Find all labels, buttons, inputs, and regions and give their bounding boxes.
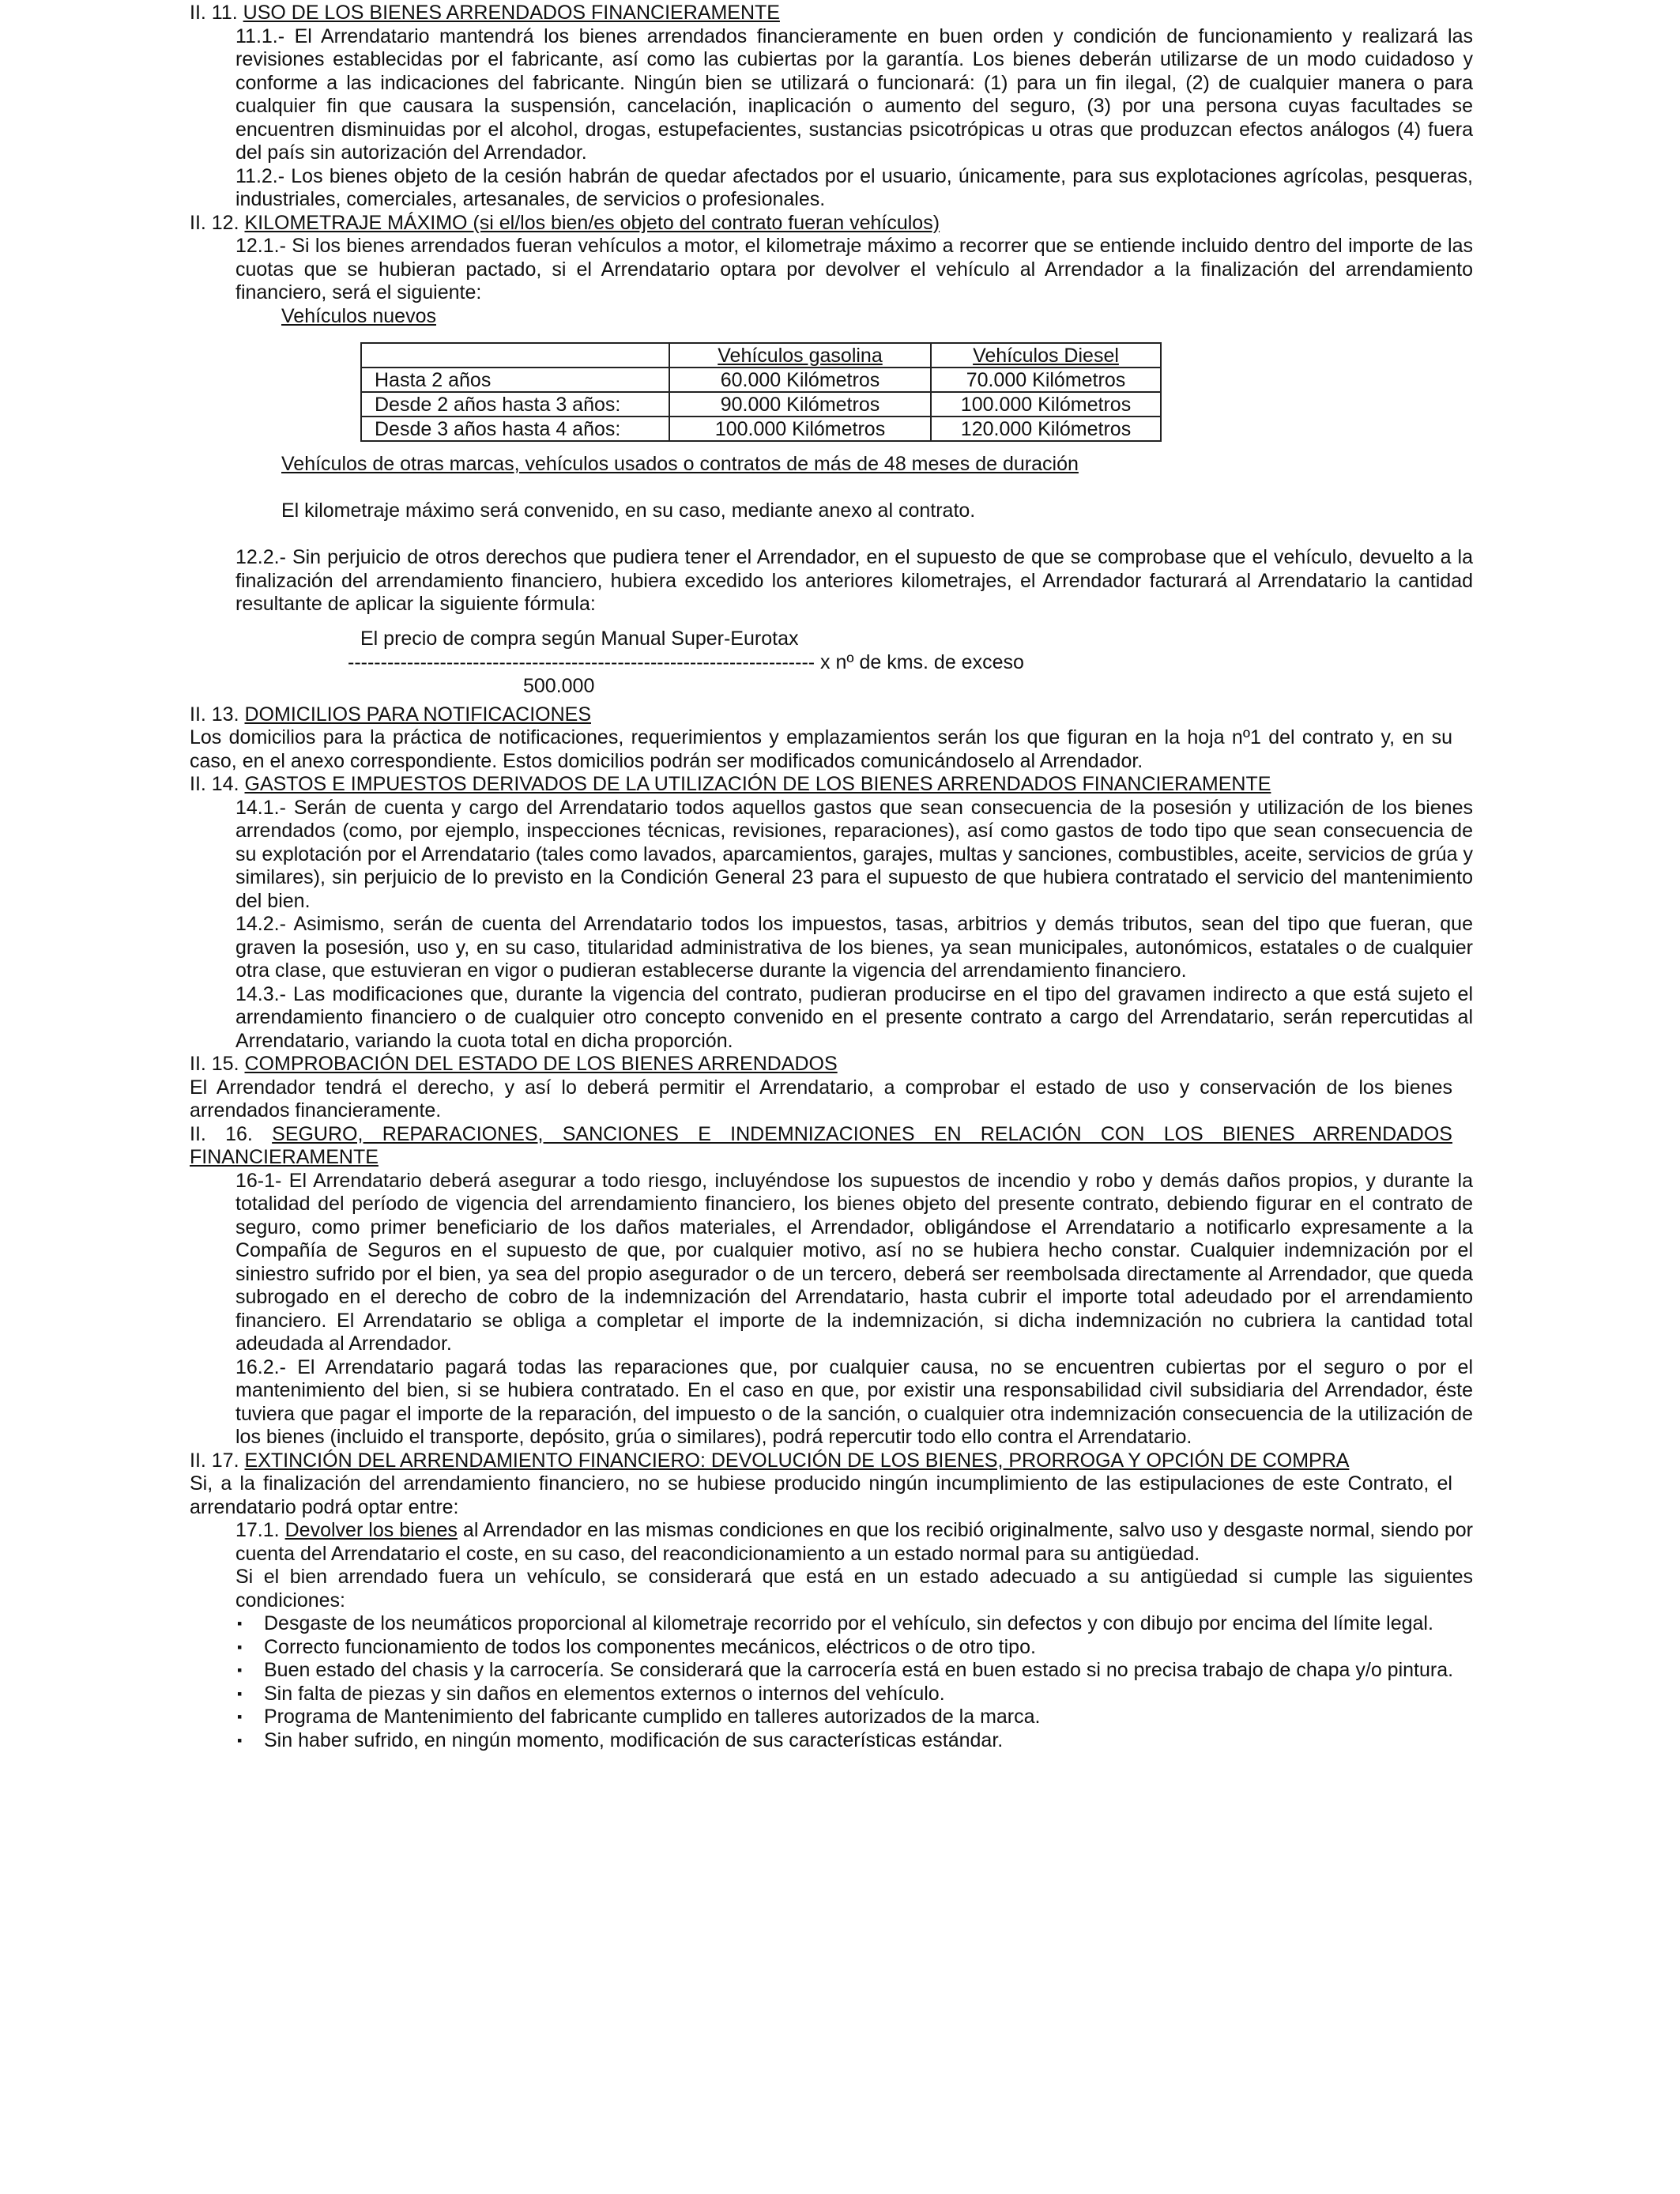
clause-14-3: 14.3.- Las modificaciones que, durante la vigencia del contrato, pudieran producirse en el tipo del gravamen indirecto a que está sujeto el arrendamiento financiero o de cualquier otro concepto convenido en el presente contrato a cargo del Arrendatario, serán repercutidas al Arrendatario, variando la cuota total en dicha proporción. bbox=[235, 982, 1473, 1052]
list-item: ▪ Programa de Mantenimiento del fabricante cumplido en talleres autorizados de la marca. bbox=[237, 1706, 1041, 1728]
document-page bbox=[190, 2, 1473, 1752]
vehicle-condition-intro: Si el bien arrendado fuera un vehículo, se considerará que está en un estado adecuado a su antigüedad si cumple las siguientes condiciones: bbox=[235, 1566, 1473, 1612]
table-header-cell: Vehículos Diesel bbox=[931, 343, 1161, 368]
clause-13: Los domicilios para la práctica de notificaciones, requerimientos y emplazamientos serán los que figuran en la hoja nº1 del contrato y, en su caso, en el anexo correspondiente. Estos domicilios podrán ser modificados comunicándoselo al Arrendador. bbox=[190, 726, 1452, 772]
list-item: ▪ Sin haber sufrido, en ningún momento, modificación de sus características estándar. bbox=[237, 1728, 1004, 1751]
bullet-icon: ▪ bbox=[237, 1709, 243, 1725]
clause-12-1: 12.1.- Si los bienes arrendados fueran vehículos a motor, el kilometraje máximo a recorrer que se entiende incluido dentro del importe de las cuotas que se hubieran pactado, si el Arrendatario optara por devolver el vehículo al Arrendador a la finalización del arrendamiento financiero, será el siguiente: bbox=[235, 235, 1473, 303]
table-row bbox=[361, 368, 1161, 392]
clause-17-1-text: al Arrendador en las mismas condiciones en que los recibió originalmente, salvo uso y desgaste normal, siendo por cuenta del Arrendatario el coste, en su caso, del reacondicionamiento a un estado normal para su antigüedad. bbox=[235, 1519, 1473, 1565]
table-row bbox=[361, 392, 1161, 417]
table-header-row bbox=[361, 343, 1161, 368]
vehicle-condition-list bbox=[190, 1612, 1473, 1752]
section-16-number: II. 16. bbox=[190, 1122, 253, 1145]
section-14-title: GASTOS E IMPUESTOS DERIVADOS DE LA UTILIZACIÓN DE LOS BIENES ARRENDADOS FINANCIERAMENTE bbox=[244, 773, 1271, 795]
section-11-number: II. 11. bbox=[190, 2, 238, 24]
section-15-number: II. 15. bbox=[190, 1053, 239, 1075]
section-16-heading bbox=[190, 1123, 1473, 1170]
list-item: ▪ Buen estado del chasis y la carrocería. Se considerará que la carrocería está en buen estado si no precisa trabajo de chapa y/o pintura. bbox=[237, 1659, 1454, 1681]
section-12-number: II. 12. bbox=[190, 211, 239, 234]
table-header-cell bbox=[361, 343, 669, 368]
clause-17-1-number: 17.1. bbox=[235, 1519, 280, 1541]
clause-16-2: 16.2.- El Arrendatario pagará todas las reparaciones que, por cualquier causa, no se encuentren cubiertas por el seguro o por el mantenimiento del bien, si se hubiera contratado. En el caso en que, por existir una responsabilidad civil subsidiaria del Arrendador, éste tuviera que pagar el importe de la reparación, del impuesto o de la sanción, o cualquier otra indemnización consecuencia de la utilización de los bienes (incluido el transporte, depósito, grúa o similares), podrá repercutir todo ello contra el Arrendatario. bbox=[235, 1355, 1473, 1448]
section-14-number: II. 14. bbox=[190, 773, 239, 795]
bullet-icon: ▪ bbox=[237, 1732, 243, 1748]
excess-mileage-formula bbox=[190, 628, 1473, 703]
clause-17-1 bbox=[190, 1519, 1473, 1566]
return-goods-label: Devolver los bienes bbox=[284, 1519, 458, 1541]
section-11-heading bbox=[190, 2, 1473, 25]
section-15-heading bbox=[190, 1053, 1473, 1076]
clause-11-2: 11.2.- Los bienes objeto de la cesión habrán de quedar afectados por el usuario, únicamente, para sus explotaciones agrícolas, pesqueras, industriales, comerciales, artesanales, de servicios o profesionales. bbox=[235, 164, 1473, 210]
other-vehicles-text: El kilometraje máximo será convenido, en su caso, mediante anexo al contrato. bbox=[281, 499, 976, 522]
formula-fraction-line: ----------------------------------------------------------------------- x nº de kms. de exceso bbox=[348, 650, 1024, 673]
table-cell: 70.000 Kilómetros bbox=[931, 368, 1161, 392]
table-cell: 100.000 Kilómetros bbox=[931, 392, 1161, 417]
section-13-number: II. 13. bbox=[190, 703, 239, 726]
section-17-number: II. 17. bbox=[190, 1449, 239, 1472]
section-13-heading bbox=[190, 703, 1473, 727]
list-item: ▪ Correcto funcionamiento de todos los componentes mecánicos, eléctricos o de otro tipo. bbox=[237, 1635, 1036, 1658]
section-12-heading bbox=[190, 212, 1473, 236]
table-cell: Desde 3 años hasta 4 años: bbox=[361, 417, 669, 441]
table-row bbox=[361, 417, 1161, 441]
bullet-icon: ▪ bbox=[237, 1638, 243, 1655]
table-cell: 90.000 Kilómetros bbox=[669, 392, 931, 417]
bullet-icon: ▪ bbox=[237, 1685, 243, 1702]
section-17-title: EXTINCIÓN DEL ARRENDAMIENTO FINANCIERO: DEVOLUCIÓN DE LOS BIENES, PRORROGA Y OPCIÓN DE COMPRA bbox=[244, 1449, 1350, 1472]
clause-15: El Arrendador tendrá el derecho, y así lo deberá permitir el Arrendatario, a comprobar el estado de uso y conservación de los bienes arrendados financieramente. bbox=[190, 1076, 1452, 1122]
new-vehicles-label: Vehículos nuevos bbox=[281, 304, 436, 327]
clause-12-2: 12.2.- Sin perjuicio de otros derechos que pudiera tener el Arrendador, en el supuesto de que se comprobase que el vehículo, devuelto a la finalización del arrendamiento financiero, hubiera excedido los anteriores kilometrajes, el Arrendador facturará al Arrendatario la cantidad resultante de aplicar la siguiente fórmula: bbox=[235, 546, 1473, 615]
section-16-title: SEGURO, REPARACIONES, SANCIONES E INDEMNIZACIONES EN RELACIÓN CON LOS BIENES ARRENDADOS FINANCIERAMENTE bbox=[190, 1122, 1452, 1168]
bullet-icon: ▪ bbox=[237, 1615, 243, 1631]
formula-denominator: 500.000 bbox=[523, 674, 595, 697]
bullet-icon: ▪ bbox=[237, 1662, 243, 1678]
table-cell: Desde 2 años hasta 3 años: bbox=[361, 392, 669, 417]
table-header-cell: Vehículos gasolina bbox=[669, 343, 931, 368]
table-cell: 100.000 Kilómetros bbox=[669, 417, 931, 441]
list-item: ▪ Desgaste de los neumáticos proporcional al kilometraje recorrido por el vehículo, sin defectos y con dibujo por encima del límite legal. bbox=[237, 1612, 1433, 1634]
clause-14-2: 14.2.- Asimismo, serán de cuenta del Arrendatario todos los impuestos, tasas, arbitrios y demás tributos, sean del tipo que fueran, que graven la posesión, uso y, en su caso, titularidad administrativa de los bienes, ya sean municipales, autonómicos, estatales o de cualquier otra clase, que estuvieran en vigor o pudieran establecerse durante la vigencia del arrendamiento financiero. bbox=[235, 913, 1473, 982]
clause-17-intro: Si, a la finalización del arrendamiento financiero, no se hubiese producido ningún incumplimiento de las estipulaciones de este Contrato, el arrendatario podrá optar entre: bbox=[190, 1472, 1452, 1518]
other-vehicles-label: Vehículos de otras marcas, vehículos usados o contratos de más de 48 meses de duración bbox=[281, 453, 1079, 475]
section-11-title: USO DE LOS BIENES ARRENDADOS FINANCIERAMENTE bbox=[243, 2, 780, 24]
clause-14-1: 14.1.- Serán de cuenta y cargo del Arrendatario todos aquellos gastos que sean consecuencia de la posesión y utilización de los bienes arrendados (como, por ejemplo, inspecciones técnicas, revisiones, reparaciones), así como gastos de todo tipo que sean consecuencia de su explotación por el Arrendatario (tales como lavados, aparcamientos, garajes, multas y sanciones, combustibles, aceite, servicios de grúa y similares), sin perjuicio de lo previsto en la Condición General 23 para el supuesto de que hubiera contratado el servicio del mantenimiento del bien. bbox=[235, 796, 1473, 912]
table-cell: Hasta 2 años bbox=[361, 368, 669, 392]
section-12-title: KILOMETRAJE MÁXIMO (si el/los bien/es objeto del contrato fueran vehículos) bbox=[244, 211, 940, 234]
table-cell: 120.000 Kilómetros bbox=[931, 417, 1161, 441]
clause-16-1: 16-1- El Arrendatario deberá asegurar a todo riesgo, incluyéndose los supuestos de incendio y robo y demás daños propios, y durante la totalidad del período de vigencia del arrendamiento financiero, los bienes objeto del presente contrato, debiendo figurar en el contrato de seguro, como primer beneficiario de los daños materiales, el Arrendador, obligándose el Arrendatario a notificarlo expresamente a la Compañía de Seguros en el supuesto de que, por cualquier motivo, así no se hubiera hecho constar. Cualquier indemnización por el siniestro sufrido por el bien, ya sea del propio asegurador o de un tercero, deberá ser reembolsada directamente al Arrendador, que queda subrogado en el derecho de cobro de la indemnización del Arrendatario, hasta cubrir el importe total adeudado por el arrendamiento financiero. El Arrendatario se obliga a completar el importe de la indemnización, si dicha indemnización no cubriera la cantidad total adeudada al Arrendador. bbox=[235, 1169, 1473, 1355]
mileage-table bbox=[360, 342, 1162, 442]
formula-numerator: El precio de compra según Manual Super-Eurotax bbox=[360, 627, 799, 650]
list-item: ▪ Sin falta de piezas y sin daños en elementos externos o internos del vehículo. bbox=[237, 1682, 945, 1705]
table-cell: 60.000 Kilómetros bbox=[669, 368, 931, 392]
section-13-title: DOMICILIOS PARA NOTIFICACIONES bbox=[244, 703, 591, 726]
section-15-title: COMPROBACIÓN DEL ESTADO DE LOS BIENES ARRENDADOS bbox=[244, 1053, 838, 1075]
clause-11-1: 11.1.- El Arrendatario mantendrá los bienes arrendados financieramente en buen orden y condición de funcionamiento y realizará las revisiones establecidas por el fabricante, así como las cubiertas por la garantía. Los bienes deberán utilizarse de un modo cuidadoso y conforme a las indicaciones del fabricante. Ningún bien se utilizará o funcionará: (1) para un fin ilegal, (2) de cualquier manera o para cualquier fin que causara la suspensión, cancelación, inaplicación o aumento del seguro, (3) por una persona cuyas facultades se encuentren disminuidas por el alcohol, drogas, estupefacientes, sustancias psicotrópicas u otras que produzcan efectos análogos (4) fuera del país sin autorización del Arrendador. bbox=[235, 25, 1473, 164]
section-14-heading bbox=[190, 773, 1473, 797]
section-17-heading bbox=[190, 1449, 1473, 1473]
